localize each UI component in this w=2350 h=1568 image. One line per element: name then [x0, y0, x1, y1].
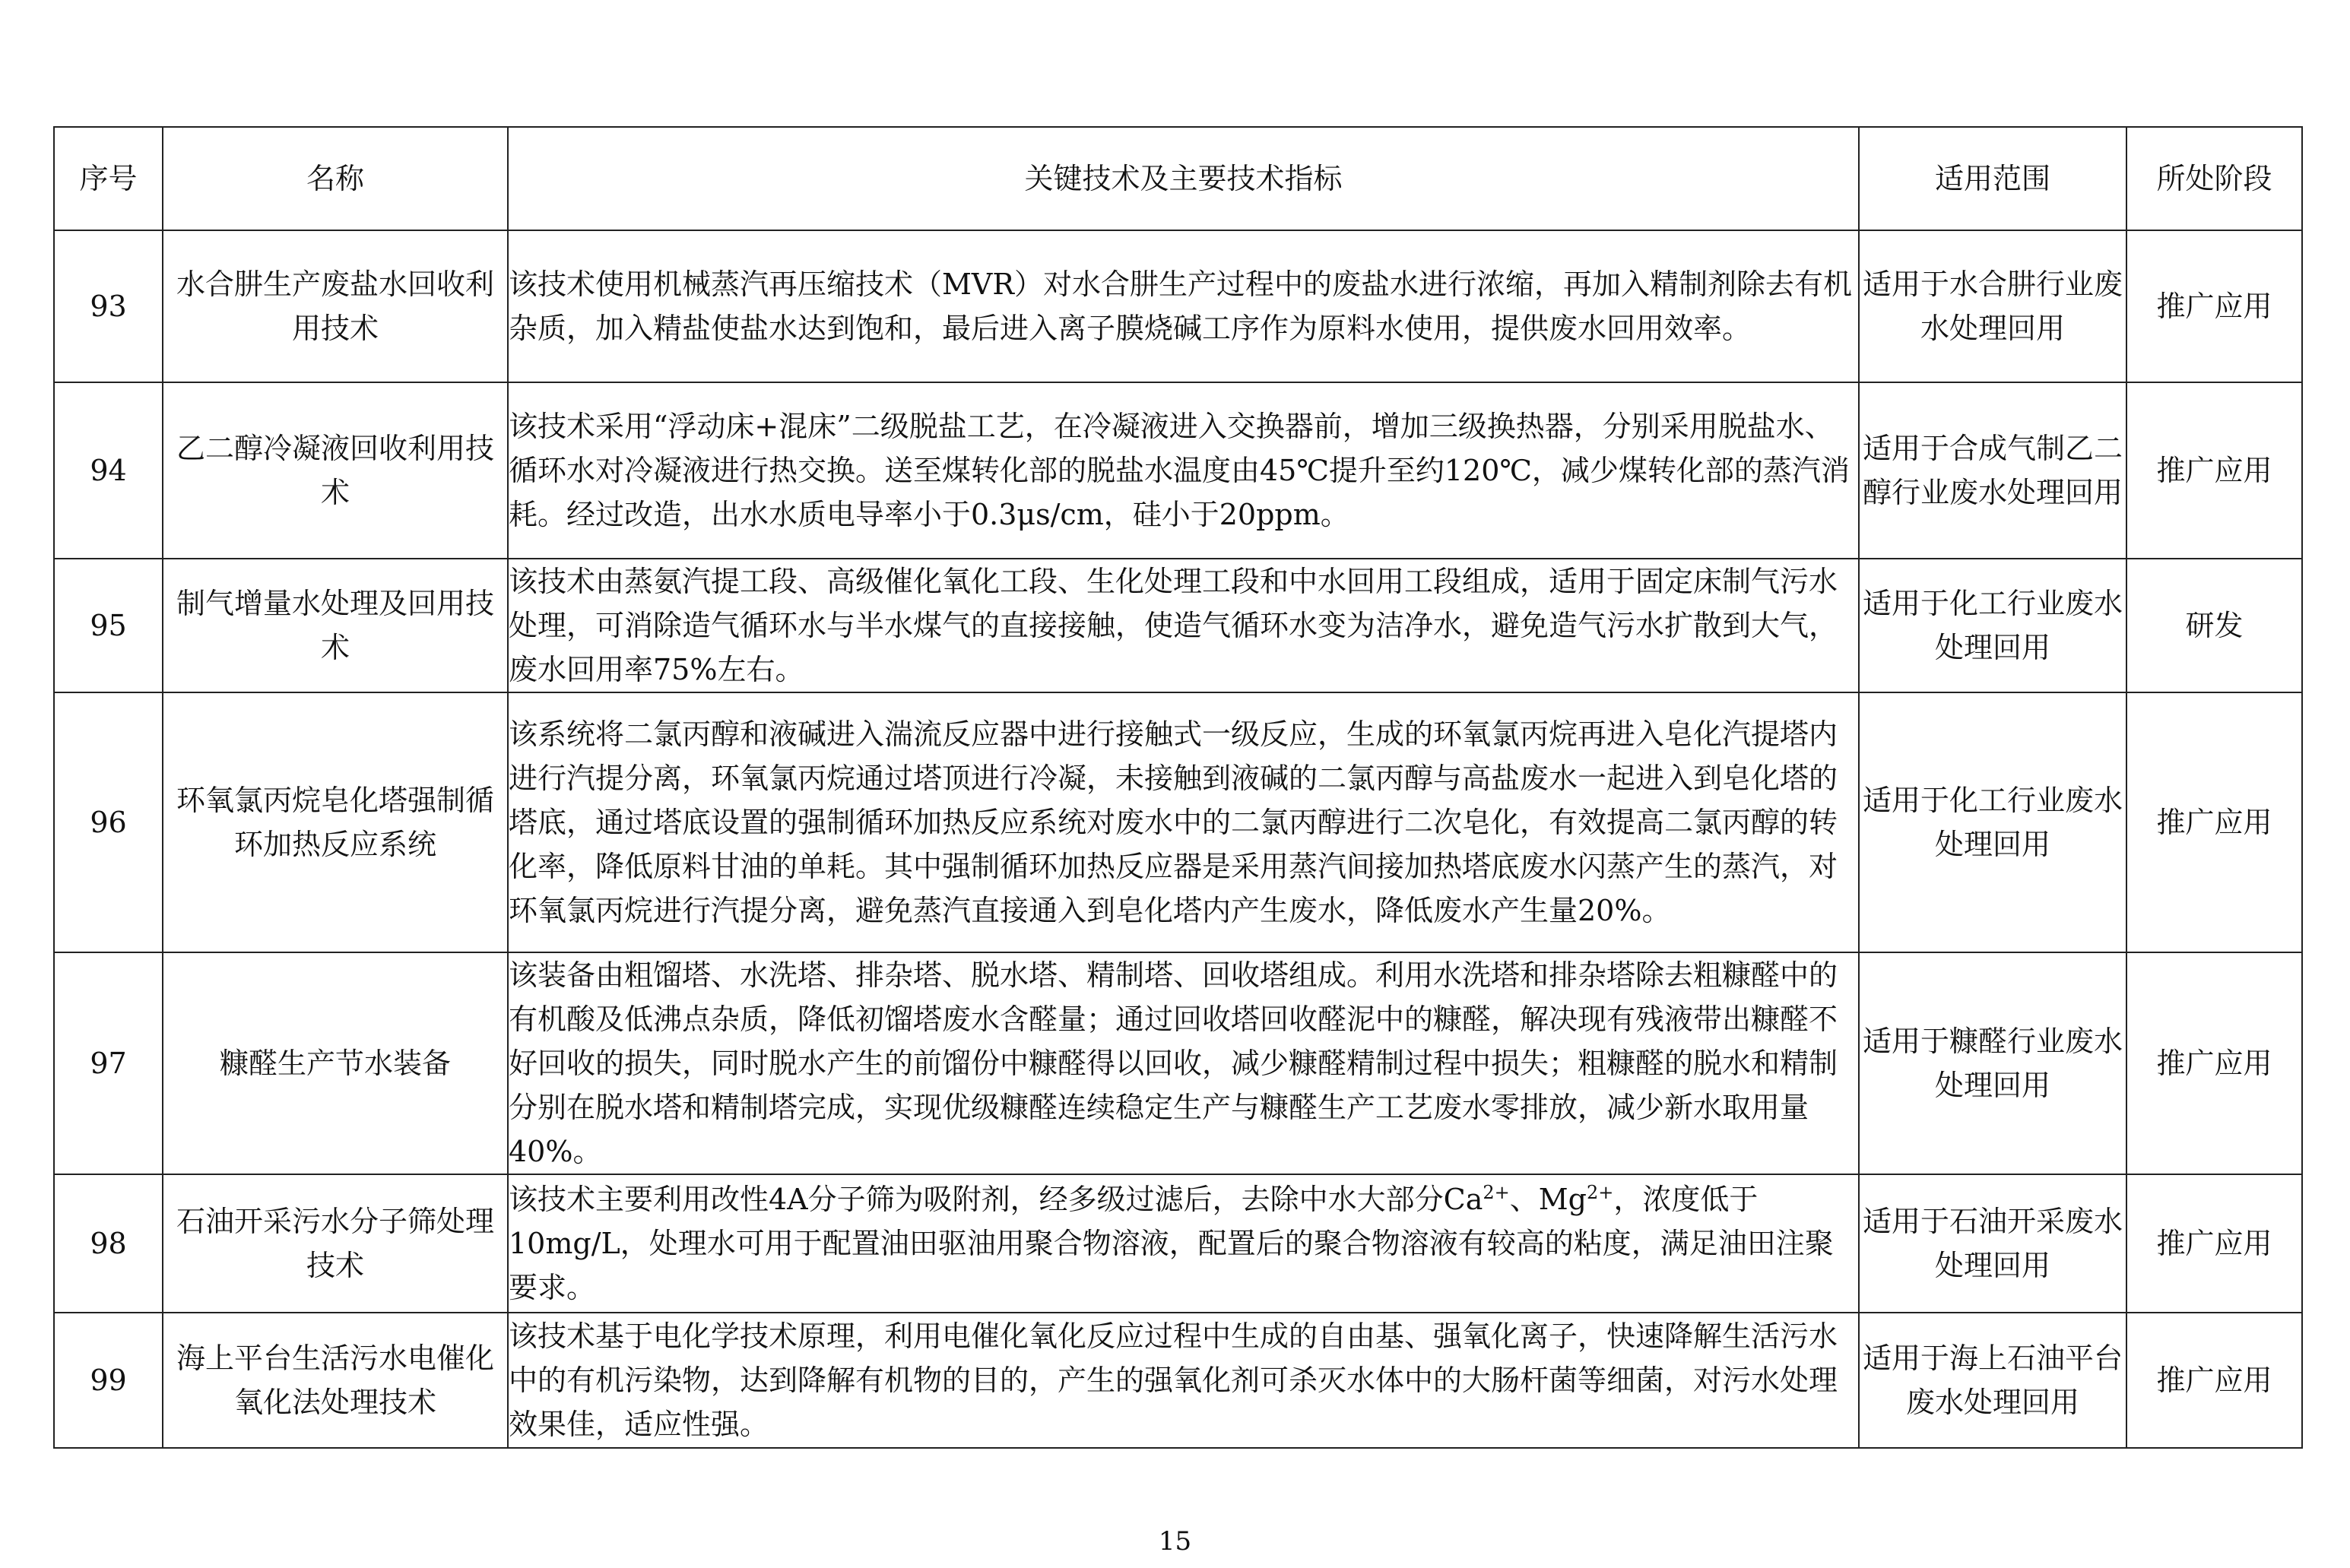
- row-scope: 适用于化工行业废水处理回用: [1859, 559, 2126, 692]
- row-stage: 推广应用: [2126, 382, 2302, 559]
- desc-text: ，浓度低于10mg/L，处理水可用于配置油田驱油用聚合物溶液，配置后的聚合物溶液有较高的粘度，满足油田注聚要求。: [509, 1183, 1834, 1304]
- table-row: [54, 952, 2302, 1174]
- row-description: 该技术基于电化学技术原理，利用电催化氧化反应过程中生成的自由基、强氧化离子，快速降解生活污水中的有机污染物，达到降解有机物的目的，产生的强氧化剂可杀灭水体中的大肠杆菌等细菌，对污水处理效果佳，适应性强。: [508, 1313, 1859, 1448]
- row-scope: 适用于水合肼行业废水处理回用: [1859, 230, 2126, 382]
- row-scope: 适用于合成气制乙二醇行业废水处理回用: [1859, 382, 2126, 559]
- table-row: [54, 1313, 2302, 1448]
- row-stage: 推广应用: [2126, 230, 2302, 382]
- header-number: 序号: [54, 127, 163, 230]
- row-stage: 推广应用: [2126, 1174, 2302, 1313]
- row-number: 93: [54, 230, 163, 382]
- row-number: 95: [54, 559, 163, 692]
- row-name: 制气增量水处理及回用技术: [163, 559, 508, 692]
- table-row: [54, 1174, 2302, 1313]
- row-number: 97: [54, 952, 163, 1174]
- table-row: [54, 382, 2302, 559]
- row-scope: 适用于石油开采废水处理回用: [1859, 1174, 2126, 1313]
- row-number: 98: [54, 1174, 163, 1313]
- header-tech: 关键技术及主要技术指标: [508, 127, 1859, 230]
- row-name: 海上平台生活污水电催化氧化法处理技术: [163, 1313, 508, 1448]
- row-stage: 推广应用: [2126, 692, 2302, 952]
- row-name: 石油开采污水分子筛处理技术: [163, 1174, 508, 1313]
- row-description: [508, 1174, 1859, 1313]
- row-name: 乙二醇冷凝液回收利用技术: [163, 382, 508, 559]
- row-description: 该装备由粗馏塔、水洗塔、排杂塔、脱水塔、精制塔、回收塔组成。利用水洗塔和排杂塔除去粗糠醛中的有机酸及低沸点杂质，降低初馏塔废水含醛量；通过回收塔回收醛泥中的糠醛，解决现有残液带出糠醛不好回收的损失，同时脱水产生的前馏份中糠醛得以回收，减少糠醛精制过程中损失；粗糠醛的脱水和精制分别在脱水塔和精制塔完成，实现优级糠醛连续稳定生产与糠醛生产工艺废水零排放，减少新水取用量40%。: [508, 952, 1859, 1174]
- row-number: 94: [54, 382, 163, 559]
- row-name: 环氧氯丙烷皂化塔强制循环加热反应系统: [163, 692, 508, 952]
- table-row: [54, 559, 2302, 692]
- row-number: 99: [54, 1313, 163, 1448]
- row-stage: 推广应用: [2126, 952, 2302, 1174]
- superscript: 2+: [1483, 1182, 1510, 1203]
- row-scope: 适用于海上石油平台废水处理回用: [1859, 1313, 2126, 1448]
- row-description: 该技术由蒸氨汽提工段、高级催化氧化工段、生化处理工段和中水回用工段组成，适用于固定床制气污水处理，可消除造气循环水与半水煤气的直接接触，使造气循环水变为洁净水，避免造气污水扩散到大气，废水回用率75%左右。: [508, 559, 1859, 692]
- header-scope: 适用范围: [1859, 127, 2126, 230]
- table-row: [54, 692, 2302, 952]
- row-description: 该系统将二氯丙醇和液碱进入湍流反应器中进行接触式一级反应，生成的环氧氯丙烷再进入皂化汽提塔内进行汽提分离，环氧氯丙烷通过塔顶进行冷凝，未接触到液碱的二氯丙醇与高盐废水一起进入到皂化塔的塔底，通过塔底设置的强制循环加热反应系统对废水中的二氯丙醇进行二次皂化，有效提高二氯丙醇的转化率，降低原料甘油的单耗。其中强制循环加热反应器是采用蒸汽间接加热塔底废水闪蒸产生的蒸汽，对环氧氯丙烷进行汽提分离，避免蒸汽直接通入到皂化塔内产生废水，降低废水产生量20%。: [508, 692, 1859, 952]
- desc-text: 、Mg: [1509, 1183, 1587, 1216]
- desc-text: 该技术主要利用改性4A分子筛为吸附剂，经多级过滤后，去除中水大部分Ca: [509, 1183, 1483, 1216]
- table-row: [54, 230, 2302, 382]
- row-description: 该技术采用“浮动床+混床”二级脱盐工艺，在冷凝液进入交换器前，增加三级换热器，分别采用脱盐水、循环水对冷凝液进行热交换。送至煤转化部的脱盐水温度由45℃提升至约120℃，减少煤转化部的蒸汽消耗。经过改造，出水水质电导率小于0.3μs/cm，硅小于20ppm。: [508, 382, 1859, 559]
- header-stage: 所处阶段: [2126, 127, 2302, 230]
- header-row: [54, 127, 2302, 230]
- row-scope: 适用于糠醛行业废水处理回用: [1859, 952, 2126, 1174]
- row-name: 水合肼生产废盐水回收利用技术: [163, 230, 508, 382]
- superscript: 2+: [1587, 1182, 1614, 1203]
- row-name: 糠醛生产节水装备: [163, 952, 508, 1174]
- technology-table: [53, 126, 2303, 1449]
- row-stage: 研发: [2126, 559, 2302, 692]
- page-number: 15: [1158, 1526, 1192, 1557]
- row-description: 该技术使用机械蒸汽再压缩技术（MVR）对水合肼生产过程中的废盐水进行浓缩，再加入精制剂除去有机杂质，加入精盐使盐水达到饱和，最后进入离子膜烧碱工序作为原料水使用，提供废水回用效率。: [508, 230, 1859, 382]
- row-scope: 适用于化工行业废水处理回用: [1859, 692, 2126, 952]
- header-name: 名称: [163, 127, 508, 230]
- row-number: 96: [54, 692, 163, 952]
- row-stage: 推广应用: [2126, 1313, 2302, 1448]
